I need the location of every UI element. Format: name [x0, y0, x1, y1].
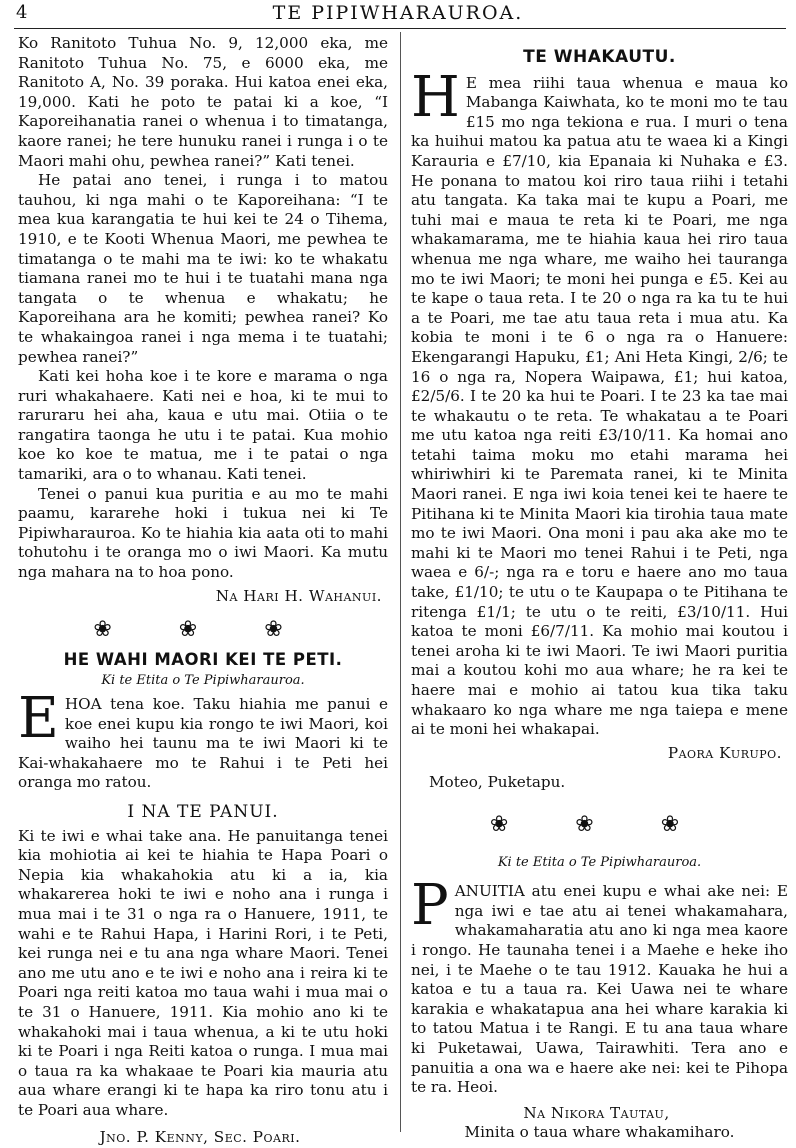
article-subtitle: Ki te Etita o Te Pipiwharauroa. [101, 673, 305, 689]
flower-ornament-icon: ❀ ❀ ❀ [93, 617, 313, 643]
paragraph: He patai ano tenei, i runga i to matou tauhou, ki nga mahi o te Kaporeihana: “I te mea kua karangatia te hui kei te 24 o Tihema, 1910, e te Kooti Whenua Maori, me pewhea te timatanga o te mahi ma te iwi: ko te whakatu tiamana ranei mo te hui i te tuatahi mana nga tangata o te whenua e whakatu; he Kaporeihana ara he komiti; pewhea ranei? Ko te whakaingoa ranei i nga mema i te tuatahi; pewhea ranei?” [18, 171, 388, 366]
article-body: Ki te iwi e whai take ana. He panuitanga tenei kia mohiotia ai kei te hiahia te Hapa Poari o Nepia kia whakahokia atu ki a ia, kia whakarerea hoki te iwi e noho ana i runga i mua mai i te 31 o nga ra o Hanuere, 1911, te wahi e te Rahui Hapa, i Harini Rori, i te Peti, kei runga nei e tu ana nga whare Maori. Tenei ano me utu ano e te iwi e noho ana i reira ki te Poari nga reiti katoa mo taua wahi i mua mai o te 31 o Hanuere, 1911. Kia mohio ano ki te whakahoki mai i taua whenua, a ki te utu hoki ki te Poari i nga Reiti katoa o runga. I mua mai o taua ra ka whakaae te Poari kia mauria atu aua whare erangi ki te hapa ka riro tonu atu i te Poari aua whare. [18, 826, 388, 1119]
article-title: TE WHAKAUTU. [523, 47, 676, 67]
right-column [411, 34, 788, 1143]
left-column [18, 34, 388, 1148]
column-divider [400, 32, 401, 1132]
article-text: ANUITIA atu enei kupu e whai ake nei: E nga iwi e tae atu ai tenei whakamahara, whakamaharatia atu ano ki nga mea kaore i rongo. He taunaha tenei i a Maehe e heke iho nei, i te Maehe o te tau 1912. Kauaka he hui a katoa e tu a taua ra. Kei Uawa nei te whare karakia e whakatapua ana hei whare karakia ki to tatou Matua i te Rangi. E tu ana taua whare ki Puketawai, Uawa, Tairawhiti. Tera ano e panuitia a ona wa e haere ake nei: kei te Pihopa te ra. Heoi. [411, 882, 788, 1097]
article-title: HE WAHI MAORI KEI TE PETI. [63, 649, 343, 669]
paragraph: Tenei o panui kua puritia e au mo te mahi paamu, kararehe hoki i tukua nei ki Te Pipiwharauroa. Ko te hiahia kia aata oti to mahi tohutohu i te oranga mo o iwi Maori. Ka mutu nga mahara na to hoa pono. [18, 484, 388, 582]
article-body [411, 873, 788, 1098]
drop-cap: E [18, 686, 59, 751]
masthead-title: TE PIPIWHARAUROA. [272, 2, 524, 24]
drop-cap: P [411, 873, 449, 939]
article-subtitle: Ki te Etita o Te Pipiwharauroa. [497, 854, 702, 870]
article-text: HOA tena koe. Taku hiahia me panui e koe enei kupu kia rongo te iwi Maori, koi waiho hei taunu ma te iwi Maori ki te Kai-whakahaere mo te Rahui i te Peti hei oranga mo ratou. [18, 695, 388, 792]
paragraph: Ko Ranitoto Tuhua No. 9, 12,000 eka, me Ranitoto Tuhua No. 75, e 6000 eka, me Ranitoto A, No. 39 poraka. Hui katoa enei eka, 19,000. Kati he poto te patai ki a koe, “I Kaporeihanatia ranei o whenua i to timatanga, kaore ranei; he tere hunuku ranei i runga i o te Maori mahi ohu, pewhea ranei?” Kati tenei. [18, 34, 388, 170]
signature: Paora Kurupo. [667, 743, 782, 762]
article-title: I NA TE PANUI. [127, 801, 279, 822]
signature-role: Minita o taua whare whakamiharo. [464, 1123, 735, 1142]
paragraph: Kati kei hoha koe i te kore e marama o nga ruri whakahaere. Kati nei e hoa, ki te mui to raruraru hei aha, kaua e utu mai. Otiia o te rangatira taonga he utu i te patai. Kua mohio koe ko koe te matua, me i te patai o nga tamariki, ara o to whanau. Kati tenei. [18, 367, 388, 484]
article-body [411, 64, 788, 740]
signature: Jno. P. Kenny, Sec. Poari. [99, 1128, 301, 1147]
signature: Na Hari H. Wahanui. [215, 586, 382, 605]
page-number: 4 [16, 2, 28, 23]
signature: Na Nikora Tautau, [523, 1103, 670, 1122]
flower-ornament-icon: ❀ ❀ ❀ [489, 811, 710, 837]
drop-cap: H [411, 64, 460, 130]
article-text: E mea riihi taua whenua e maua ko Mabanga Kaiwhata, ko te moni mo te tau £15 mo nga tekiona e rua. I muri o tena ka huihui matou ka patua atu te waea ki a Kingi Karauria e £7/10, kia Epanaia ki Nuhaka e £3. He ponana to matou koi riro taua riihi i tetahi atu tangata. Ka taka mai te kupu a Poari, me tuhi mai e maua te reta ki te Poari, me nga whakamarama, me te hiahia kaua hei riro taua whenua me nga whare, me waiho hei taurangа mo te iwi Maori; te moni hei punga e £5. Kei au te kape o taua reta. I te 20 o nga ra ka tu te hui a te Poari, me tae atu taua reta i mua atu. Ka kobia te moni i te 6 o nga ra o Hanuere: Ekengarangi Hapuku, £1; Ani Heta Kingi, 2/6; te 16 o nga ra, Nopera Waipawa, £1; hui katoa, £2/5/6. I te 20 ka hui te Poari. I te 23 ka tae mai te whakautu o te reta. Te whakatau a te Poari me utu katoa nga reiti £3/10/11. Ka homai ano tetahi taima moku mo etahi marama hei whiriwhiri ki te Paremata ranei, ki te Minita Maori ranei. E nga iwi koia tenei kei te haere te Pitihana ki te Minita Maori kia tirohia taua mate mo te iwi Maori. Ona moni i pau aka ake mo te mahi ki te Maori mo tenei Rahui i te Peti, nga waea e 6/-; nga ra e toru e haere ano mo taua take, £1/10; te utu o te Kaupapa o te Pitihana te ritenga £1/1; te utu o te reiti, £3/10/11. Hui katoa te moni £6/7/11. Ka mohio mai koutou i tenei aroha ki te iwi Maori. Te iwi Maori puritia mai a koutou kohi mo aua whare; he ra kei te haere mai e mohio ai tatou kua tika taku whakaaro ko nga whare me nga taiepa e mene ai te moni hei whakapai. [411, 73, 788, 739]
dateline: Moteo, Puketapu. [429, 773, 566, 792]
header-rule [14, 28, 786, 29]
article-body [18, 686, 388, 793]
page-header [0, 0, 796, 32]
